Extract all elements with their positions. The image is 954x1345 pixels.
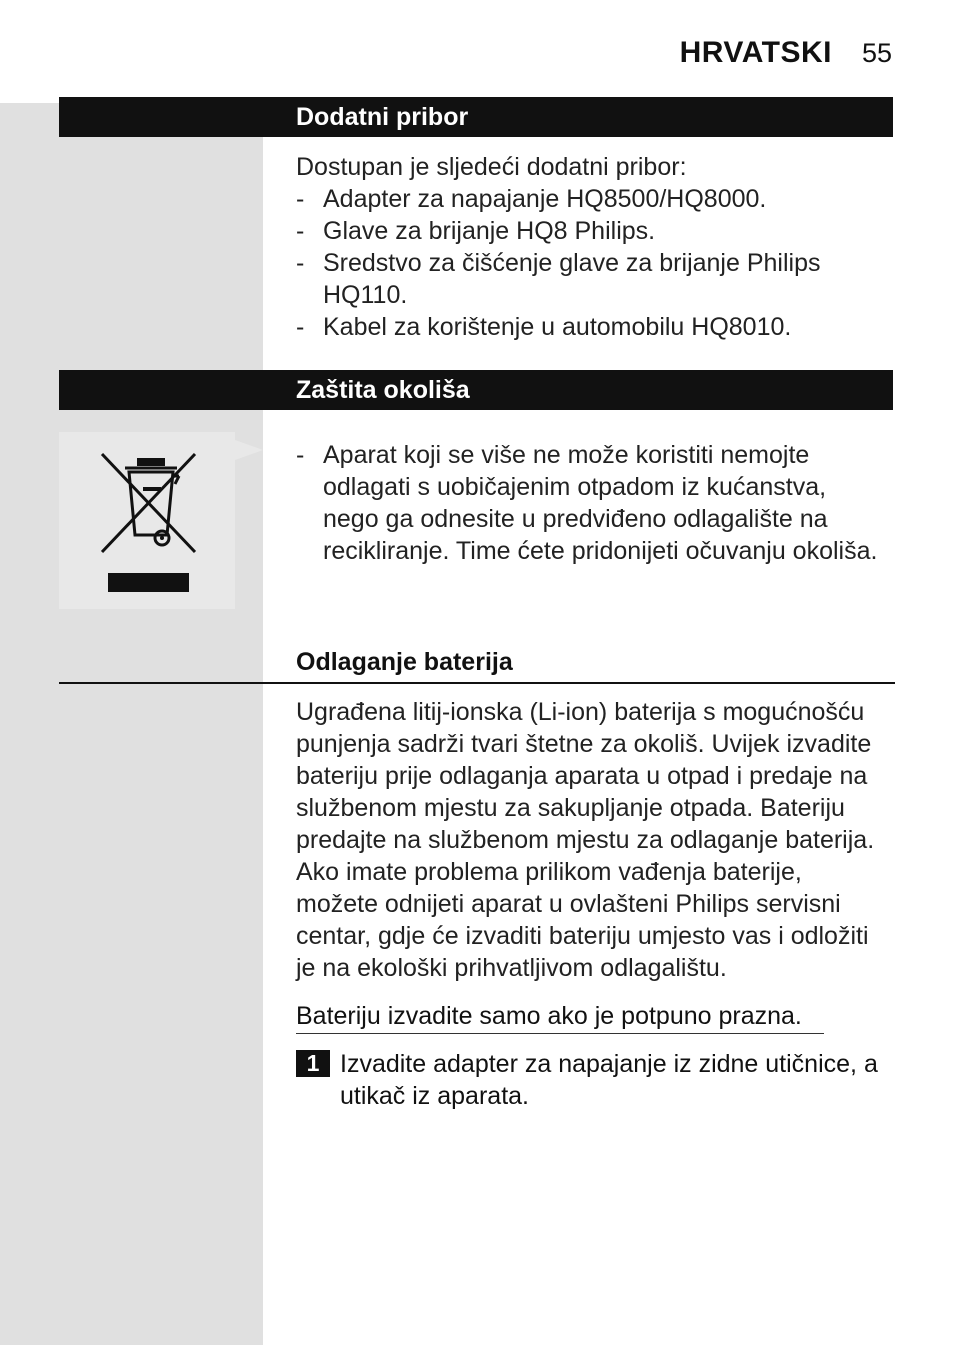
step-number-badge: 1 — [296, 1050, 330, 1077]
page-number: 55 — [861, 38, 892, 68]
battery-paragraph: Ugrađena litij-ionska (Li-ion) baterija s mogućnošću punjenja sadrži tvari štetne za okoliš. Uvijek izvadite bateriju prije odlaganja aparata u otpad i predaje na službenom mjestu za sakupljanje otpada. Bateriju predajte na službenom mjestu za odlaganje baterija. Ako imate problema prilikom vađenja baterije, možete odnijeti aparat u ovlašteni Philips servisni centar, gdje će izvaditi bateriju umjesto vas i odložiti je na ekološki prihvatljivom odlagalištu. — [296, 698, 875, 982]
section-title: Dodatni pribor — [296, 103, 469, 131]
list-item: - Glave za brijanje HQ8 Philips. — [296, 215, 856, 247]
environment-list — [296, 439, 896, 567]
step-text: Izvadite adapter za napajanje iz zidne utičnice, a utikač iz aparata. — [340, 1050, 878, 1110]
list-item: - Adapter za napajanje HQ8500/HQ8000. — [296, 183, 856, 215]
list-item: - Aparat koji se više ne može koristiti nemojte odlagati s uobičajenim otpadom iz kućanstva, nego ga odnesite u predviđeno odlagalište na recikliranje. Time ćete pridonijeti očuvanju okoliša. — [296, 439, 888, 567]
accessories-list — [296, 183, 856, 343]
section-header-accessories — [59, 97, 893, 137]
recycle-illustration — [59, 432, 235, 609]
battery-heading: Odlaganje baterija — [296, 648, 513, 676]
accessories-intro: Dostupan je sljedeći dodatni pribor: — [296, 153, 687, 181]
list-item: - Sredstvo za čišćenje glave za brijanje Philips HQ110. — [296, 247, 843, 311]
list-item: - Kabel za korištenje u automobilu HQ8010. — [296, 311, 856, 343]
heading-rule — [59, 682, 895, 684]
accessories-body — [296, 151, 856, 343]
environment-body — [296, 439, 896, 567]
notice-underline — [296, 1033, 824, 1034]
battery-notice: Bateriju izvadite samo ako je potpuno prazna. — [296, 1002, 802, 1030]
language-heading: HRVATSKI — [679, 36, 832, 69]
section-header-environment — [59, 370, 893, 410]
crossed-out-wheelie-bin-icon — [59, 432, 235, 609]
callout-pointer — [235, 440, 263, 460]
left-margin-column — [0, 103, 263, 1345]
section-title: Zaštita okoliša — [296, 376, 470, 404]
